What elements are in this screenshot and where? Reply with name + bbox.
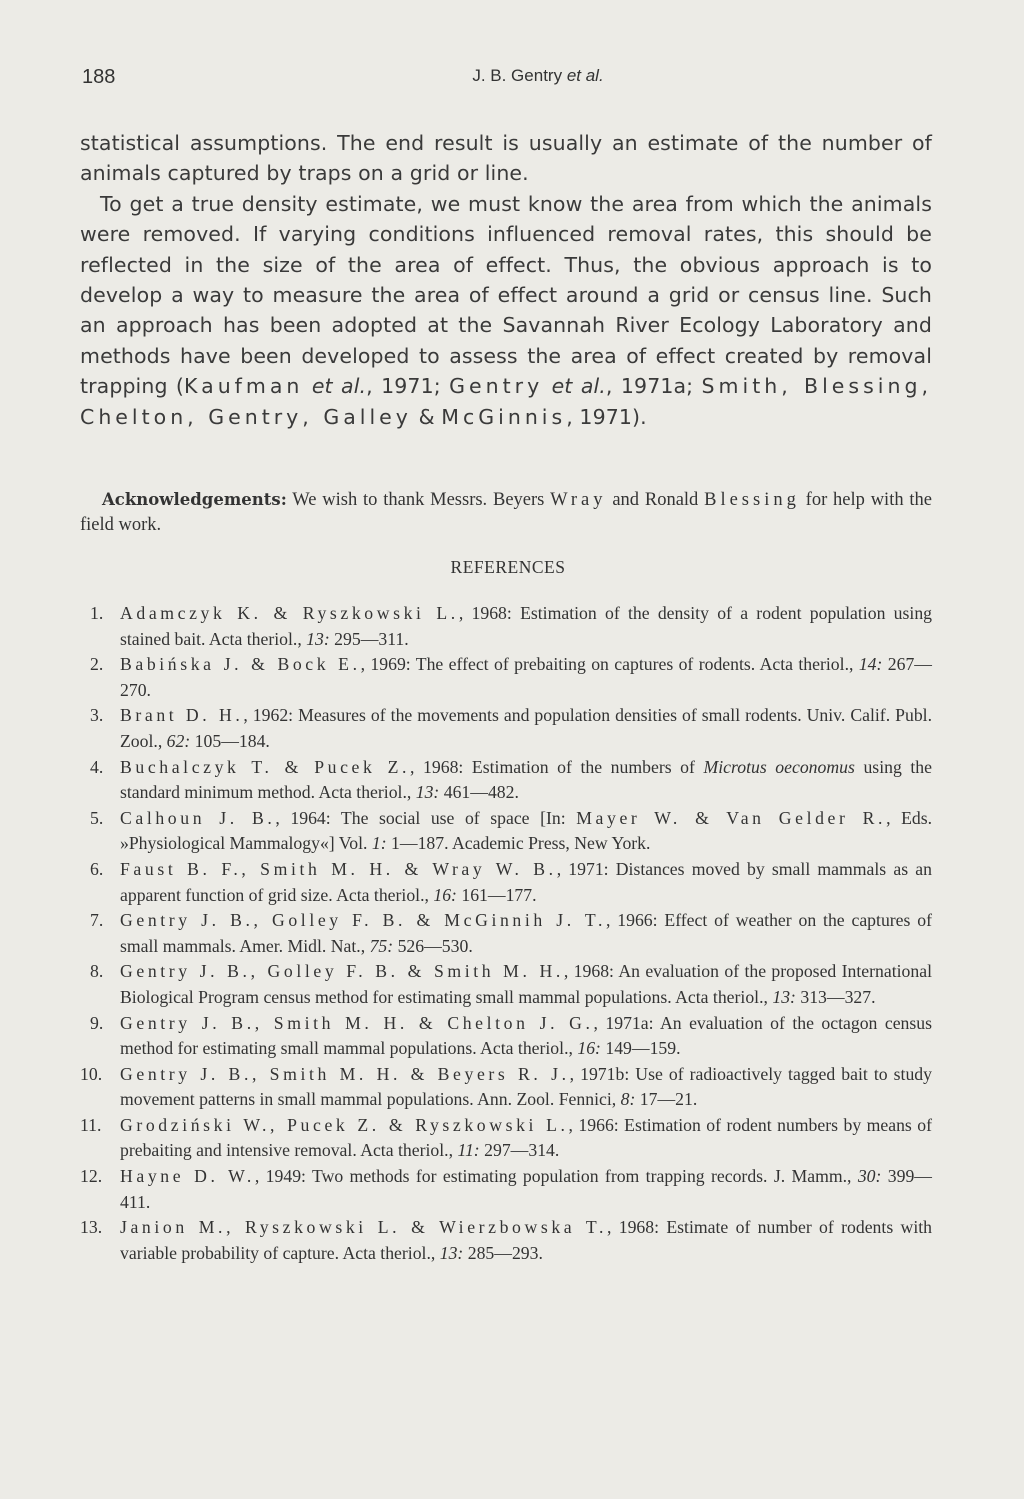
- reference-volume: 62:: [166, 730, 191, 751]
- reference-text: , 1966: Effect of weather on the captures of small mammals. Amer. Midl. Nat.,: [120, 910, 932, 956]
- reference-text: , 1969: The effect of prebaiting on captures of rodents. Acta theriol.,: [360, 654, 859, 675]
- acknowledgements: [80, 487, 932, 538]
- reference-authors: Hayne D. W.: [120, 1166, 255, 1187]
- reference-volume: 1:: [371, 833, 387, 854]
- reference-authors: Brant D. H.: [120, 705, 244, 726]
- reference-item: [80, 1011, 932, 1062]
- reference-item: [80, 806, 932, 857]
- reference-item: [80, 857, 932, 908]
- ack-wray: Wray: [550, 490, 607, 510]
- reference-volume: 16:: [433, 884, 457, 905]
- reference-species: Microtus oeconomus: [703, 756, 855, 777]
- reference-text: , 1971b: Use of radioactively tagged bait to study movement patterns in small mammal populations. Ann. Zool. Fennici,: [120, 1063, 932, 1110]
- reference-number: 11.: [80, 1114, 102, 1135]
- reference-number: 6.: [90, 858, 104, 879]
- reference-item: [80, 1215, 932, 1266]
- running-head-authors: J. B. Gentry: [472, 66, 563, 85]
- reference-volume: 75:: [369, 935, 394, 956]
- reference-authors: Gentry J. B., Smith M. H. & Chelton J. G.: [120, 1012, 594, 1033]
- citation-mcginnis: McGinnis: [441, 404, 567, 429]
- citation-etal-2: et al.: [551, 374, 606, 399]
- reference-text: , 1968: Estimate of number of rodents with variable probability of capture. Acta theriol.,: [120, 1217, 932, 1263]
- citation-year-2: , 1971a;: [605, 374, 694, 399]
- reference-authors: Gentry J. B., Golley F. B. & McGinnih J. T.: [120, 910, 606, 931]
- reference-number: 12.: [80, 1166, 103, 1187]
- reference-pages: 526—530.: [393, 935, 473, 956]
- reference-number: 1.: [90, 603, 104, 623]
- reference-text-2: , Eds. »Physiological Mammalogy«] Vol.: [120, 807, 933, 854]
- reference-volume: 14:: [858, 654, 883, 675]
- reference-pages: 285—293.: [463, 1242, 543, 1263]
- ack-text-1: We wish to thank Messrs. Beyers: [292, 490, 545, 510]
- reference-number: 7.: [90, 910, 104, 931]
- reference-number: 10.: [80, 1063, 103, 1084]
- reference-pages: 105—184.: [190, 730, 270, 751]
- reference-text: , 1966: Estimation of rodent numbers by means of prebaiting and intensive removal. Acta theriol.,: [120, 1114, 932, 1161]
- reference-pages: 149—159.: [600, 1038, 681, 1059]
- reference-authors: Grodziński W., Pucek Z. & Ryszkowski L.: [120, 1114, 569, 1135]
- reference-item: [80, 601, 932, 652]
- reference-number: 8.: [90, 961, 104, 982]
- reference-text: , 1971a: An evaluation of the octagon census method for estimating small mammal populations. Acta theriol.,: [120, 1012, 932, 1059]
- reference-number: 2.: [90, 654, 104, 675]
- body-text: [80, 128, 932, 432]
- reference-text-2: using the standard minimum method. Acta theriol.,: [120, 756, 932, 803]
- paragraph-2: [80, 189, 932, 432]
- reference-volume: 13:: [306, 628, 330, 649]
- reference-text: , 1962: Measures of the movements and population densities of small rodents. Univ. Calif. Publ. Zool.,: [120, 705, 932, 751]
- reference-authors: Faust B. F., Smith M. H. & Wray W. B.: [120, 858, 557, 879]
- citation-kaufman: Kaufman: [184, 374, 304, 399]
- reference-text: , 1949: Two methods for estimating population from trapping records. J. Mamm.,: [254, 1166, 858, 1187]
- reference-pages: 297—314.: [479, 1140, 560, 1161]
- reference-volume: 11:: [457, 1140, 480, 1161]
- ack-text-2: and Ronald: [612, 490, 699, 510]
- reference-item: [80, 703, 932, 754]
- reference-text: , 1968: Estimation of the numbers of: [410, 756, 704, 777]
- reference-pages: 295—311.: [329, 628, 409, 649]
- reference-volume: 8:: [620, 1089, 636, 1110]
- reference-volume: 16:: [577, 1038, 601, 1059]
- reference-editors: Mayer W. & Van Gelder R.: [576, 807, 887, 828]
- citation-year-1: , 1971;: [366, 374, 441, 399]
- acknowledgements-heading: Acknowledgements:: [102, 490, 287, 509]
- paragraph-1: statistical assumptions. The end result is usually an estimate of the number of animals captured by traps on a grid or line.: [80, 131, 932, 186]
- citation-authors: Smith, Blessing, Chelton, Gentry, Galley: [80, 374, 933, 429]
- citation-year-3: , 1971).: [566, 404, 647, 429]
- reference-volume: 13:: [415, 782, 440, 803]
- reference-pages: 461—482.: [439, 782, 519, 803]
- reference-number: 9.: [90, 1012, 104, 1033]
- reference-authors: Buchalczyk T. & Pucek Z.: [120, 756, 411, 777]
- reference-item: [80, 652, 932, 703]
- reference-pages: 161—177.: [456, 884, 537, 905]
- reference-authors: Babińska J. & Bock E.: [120, 654, 361, 675]
- paragraph-2-text: To get a true density estimate, we must know the area from which the animals were removed. If varying conditions influenced removal rates, this should be reflected in the size of the area of effect. Thus, the obvious approach is to develop a way to measure the area of effect around a grid or census line. Such an approach has been adopted at the Savannah River Ecology Laboratory and methods have been developed to assess the area of effect created by removal trapping (: [80, 191, 932, 399]
- reference-pages: 267—270.: [120, 654, 932, 700]
- reference-number: 3.: [90, 705, 104, 726]
- reference-item: [80, 959, 932, 1010]
- reference-item: [80, 755, 932, 806]
- ack-text-3: for help with the field work.: [80, 490, 932, 535]
- reference-pages: 313—327.: [795, 986, 876, 1007]
- reference-pages: 399—411.: [120, 1166, 932, 1212]
- reference-text: , 1964: The social use of space [In:: [275, 807, 577, 828]
- reference-authors: Gentry J. B., Smith M. H. & Beyers R. J.: [120, 1063, 570, 1084]
- reference-number: 13.: [80, 1217, 103, 1238]
- reference-item: [80, 1164, 932, 1215]
- reference-authors: Calhoun J. B.: [120, 807, 276, 828]
- reference-text: , 1971: Distances moved by small mammals as an apparent function of grid size. Acta theriol.,: [120, 858, 932, 905]
- reference-pages: 17—21.: [635, 1089, 698, 1110]
- citation-etal-1: et al.: [311, 374, 367, 399]
- reference-volume: 13:: [772, 986, 796, 1007]
- page-number: 188: [82, 66, 116, 88]
- reference-authors: Janion M., Ryszkowski L. & Wierzbowska T.: [120, 1217, 607, 1238]
- reference-volume: 30:: [857, 1166, 882, 1187]
- reference-number: 4.: [90, 756, 104, 777]
- citation-ampersand: &: [418, 404, 435, 429]
- reference-item: [80, 1113, 932, 1164]
- reference-text: , 1968: An evaluation of the proposed International Biological Program census method for estimating small mammal populations. Acta theriol.,: [120, 961, 932, 1007]
- reference-pages: 1—187. Academic Press, New York.: [386, 833, 651, 854]
- reference-list: [80, 601, 932, 1266]
- reference-number: 5.: [90, 807, 104, 828]
- reference-authors: Gentry J. B., Golley F. B. & Smith M. H.: [120, 961, 564, 982]
- reference-authors: Adamczyk K. & Ryszkowski L.: [120, 603, 459, 623]
- references-heading: REFERENCES: [450, 557, 566, 577]
- citation-gentry: Gentry: [449, 374, 544, 399]
- running-head-etal: et al.: [566, 66, 604, 85]
- reference-volume: 13:: [439, 1242, 464, 1263]
- reference-text: , 1968: Estimation of the density of a rodent population using stained bait. Acta theriol.,: [120, 603, 933, 649]
- reference-item: [80, 1062, 932, 1113]
- running-head: [0, 66, 1024, 86]
- reference-item: [80, 908, 932, 959]
- ack-blessing: Blessing: [704, 490, 800, 510]
